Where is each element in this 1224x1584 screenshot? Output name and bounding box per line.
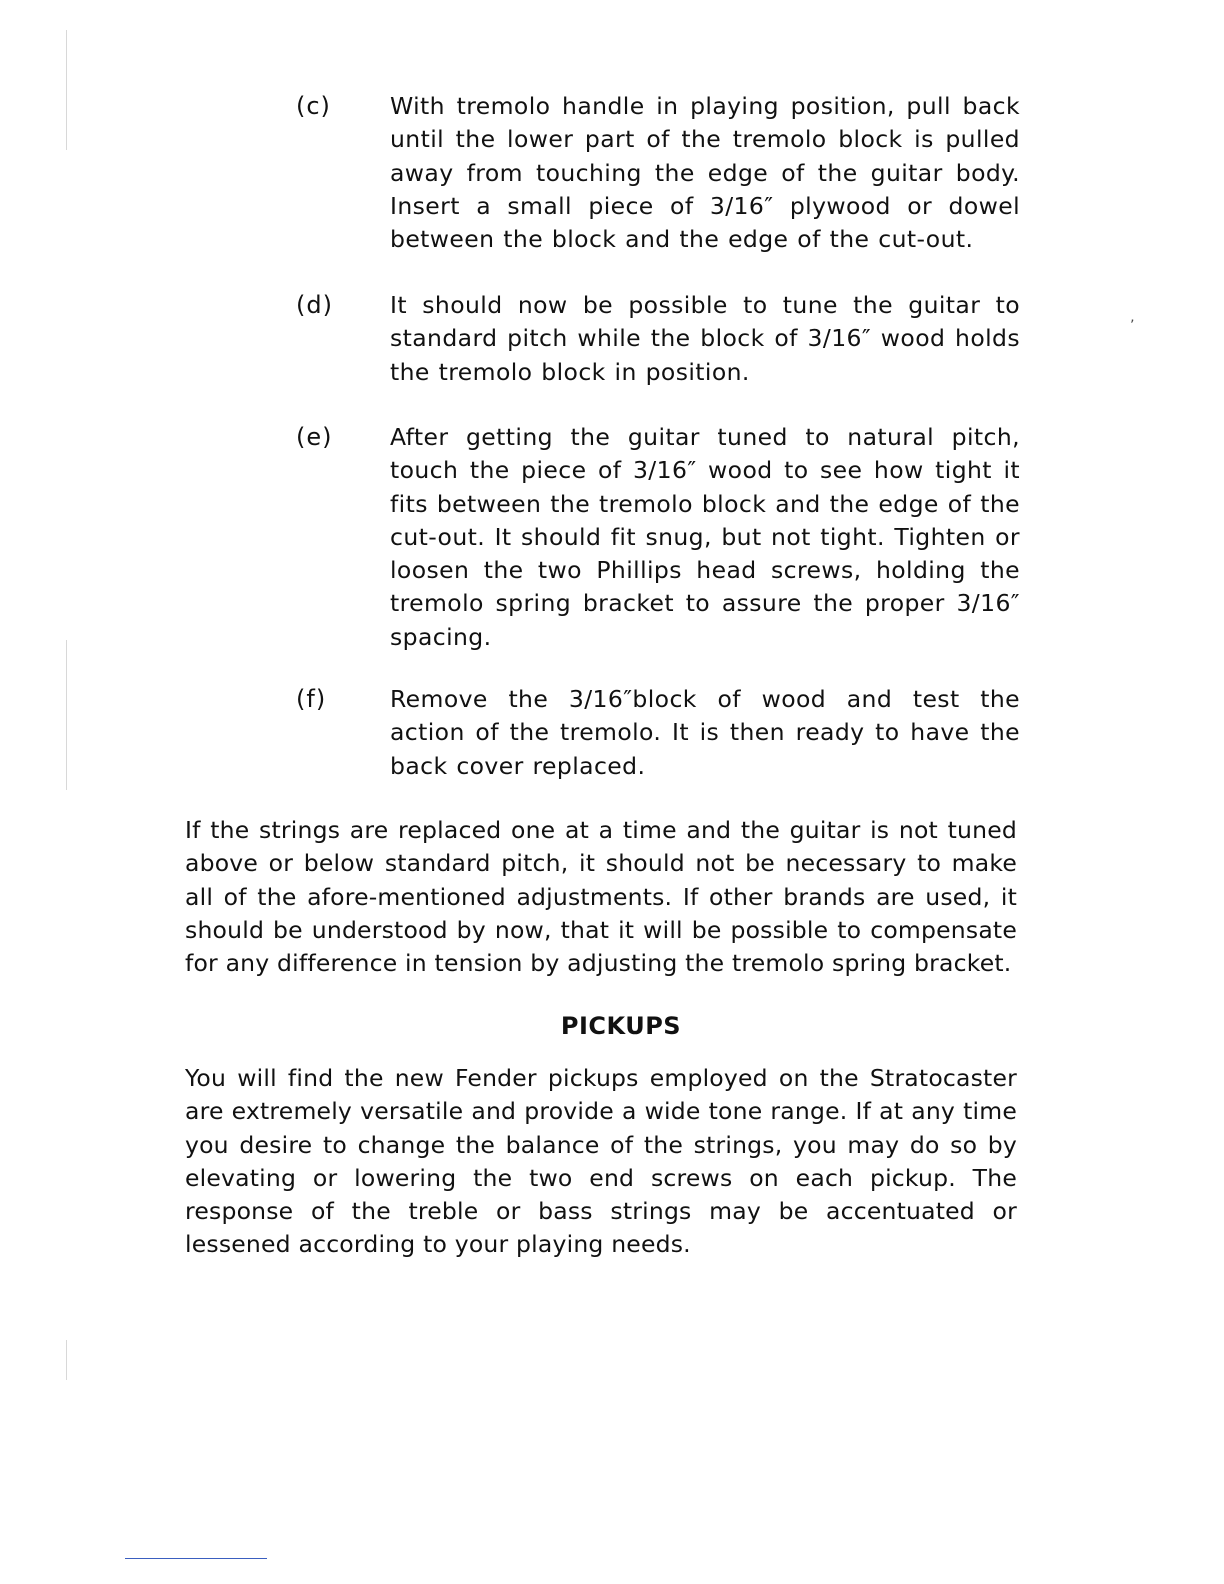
item-text: It should now be possible to tune the guitar to standard pitch while the block of 3/16″ wood holds the tremolo block in position. [390, 291, 1020, 386]
scan-edge-line [66, 30, 67, 150]
footer-rule [125, 1558, 267, 1559]
list-item-d [296, 289, 1020, 394]
item-label: (f) [296, 685, 327, 713]
scan-edge-line [66, 640, 67, 790]
list-item-e [296, 421, 1020, 661]
item-text: With tremolo handle in playing position, pull back until the lower part of the tremolo block is pulled away from touching the edge of the guitar body. Insert a small piece of 3/16″ plywood or dowel between the block and the edge of the cut-out. [390, 92, 1020, 254]
item-text: Remove the 3/16″block of wood and test the action of the tremolo. It is then ready to have the back cover replaced. [390, 685, 1020, 780]
item-label: (c) [296, 92, 331, 120]
scan-speck: ’ [1130, 318, 1135, 334]
strings-paragraph: If the strings are replaced one at a time and the guitar is not tuned above or below standard pitch, it should not be necessary to make all of the afore-mentioned adjustments. If other brands are used, it should be understood by now, that it will be possible to compensate for any difference in tension by adjusting the tremolo spring bracket. [185, 816, 1017, 978]
item-text: After getting the guitar tuned to natural pitch, touch the piece of 3/16″ wood to see how tight it fits between the tremolo block and the edge of the cut-out. It should fit snug, but not tight. Tighten or loosen the two Phillips head screws, holding the tremolo spring bracket to assure the proper 3/16″ spacing. [390, 423, 1020, 651]
pickups-paragraph: You will find the new Fender pickups employed on the Stratocaster are extremely versatile and provide a wide tone range. If at any time you desire to change the balance of the strings, you may do so by elevating or lowering the two end screws on each pickup. The response of the treble or bass strings may be accentuated or lessened according to your playing needs. [185, 1064, 1017, 1259]
scan-edge-line [66, 1340, 67, 1380]
list-item-c [296, 90, 1020, 260]
item-label: (e) [296, 423, 333, 451]
list-item-f [296, 683, 1020, 788]
section-heading-pickups: PICKUPS [560, 1012, 682, 1040]
item-label: (d) [296, 291, 333, 319]
